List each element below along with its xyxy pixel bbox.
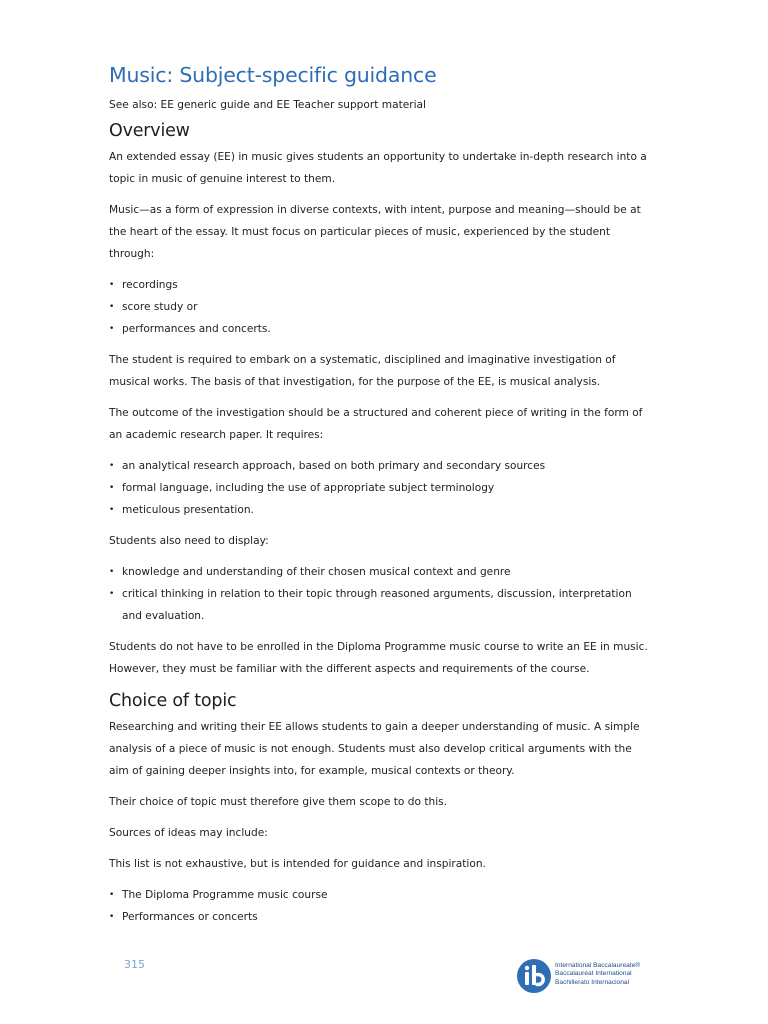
choice-of-topic-heading: Choice of topic (109, 691, 237, 711)
bullet-icon: • (109, 483, 115, 493)
bullet-icon: • (109, 280, 115, 290)
choice-paragraph-3: Sources of ideas may include: (109, 827, 268, 839)
overview-paragraph-6: Students do not have to be enrolled in the Diploma Programme music course to write an EE in music. However, they must be familiar with the different aspects and requirements of the course. (109, 641, 648, 675)
sources-list (109, 884, 649, 928)
list-item: • performances and concerts. (109, 318, 649, 340)
overview-heading: Overview (109, 121, 190, 141)
experience-list (109, 274, 649, 340)
bullet-icon: • (109, 567, 115, 577)
bullet-icon: • (109, 912, 115, 922)
choice-paragraph-2: Their choice of topic must therefore give them scope to do this. (109, 796, 448, 808)
bullet-icon: • (109, 324, 115, 334)
overview-paragraph-3: The student is required to embark on a systematic, disciplined and imaginative investigation of musical works. The basis of that investigation, for the purpose of the EE, is musical analysis. (109, 354, 616, 388)
ib-logo (516, 956, 656, 996)
list-item: • The Diploma Programme music course (109, 884, 649, 906)
see-also-line: See also: EE generic guide and EE Teacher support material (109, 99, 426, 111)
bullet-icon: • (109, 890, 115, 900)
list-item: • meticulous presentation. (109, 499, 649, 521)
logo-line-fr: Baccalauréat International (555, 970, 632, 978)
list-item: • recordings (109, 274, 649, 296)
choice-paragraph-4: This list is not exhaustive, but is intended for guidance and inspiration. (109, 858, 486, 870)
requirements-list (109, 455, 649, 521)
list-item: • formal language, including the use of appropriate subject terminology (109, 477, 649, 499)
ib-logo-text (555, 962, 640, 987)
bullet-icon: • (109, 589, 115, 599)
list-item: • Performances or concerts (109, 906, 649, 928)
logo-line-es: Bachillerato Internacional (555, 978, 630, 986)
overview-paragraph-1: An extended essay (EE) in music gives students an opportunity to undertake in-depth research into a topic in music of genuine interest to them. (109, 151, 647, 185)
page-number: 315 (124, 958, 145, 971)
overview-paragraph-2: Music—as a form of expression in diverse contexts, with intent, purpose and meaning—should be at the heart of the essay. It must focus on particular pieces of music, experienced by the student through: (109, 204, 641, 260)
list-item: • knowledge and understanding of their chosen musical context and genre (109, 561, 649, 583)
list-item: • an analytical research approach, based on both primary and secondary sources (109, 455, 649, 477)
bullet-icon: • (109, 461, 115, 471)
overview-paragraph-4: The outcome of the investigation should be a structured and coherent piece of writing in the form of an academic research paper. It requires: (109, 407, 643, 441)
list-item: • score study or (109, 296, 649, 318)
page-title: Music: Subject-specific guidance (109, 63, 437, 87)
ib-logo-icon (516, 958, 552, 994)
logo-line-en: International Baccalaureate® (555, 962, 641, 969)
overview-paragraph-5: Students also need to display: (109, 535, 269, 547)
bullet-icon: • (109, 302, 115, 312)
list-item: • critical thinking in relation to their topic through reasoned arguments, discussion, interpretation and evaluation. (109, 583, 649, 627)
bullet-icon: • (109, 505, 115, 515)
display-list (109, 561, 649, 627)
choice-paragraph-1: Researching and writing their EE allows students to gain a deeper understanding of music. A simple analysis of a piece of music is not enough. Students must also develop critical arguments with the aim of gaining deeper insights into, for example, musical contexts or theory. (109, 721, 640, 777)
document-page (109, 58, 649, 937)
